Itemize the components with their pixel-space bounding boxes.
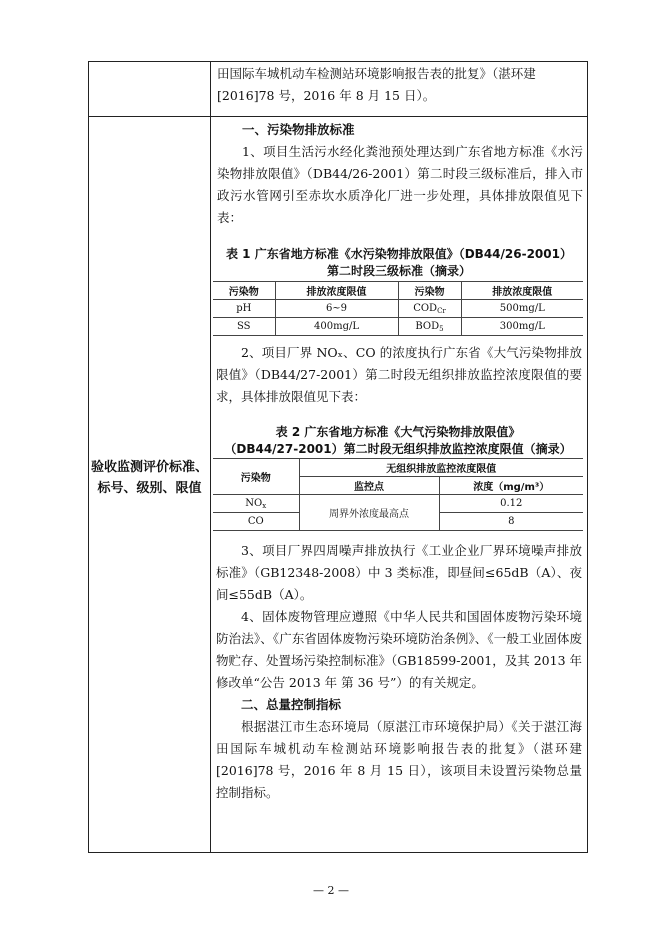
table-cell — [398, 300, 461, 318]
table-1-header-cell: 污染物 — [213, 282, 275, 300]
table-row — [213, 300, 583, 318]
table-2-header-cell: 污染物 — [213, 459, 299, 495]
section-2-heading: 二、总量控制指标 — [241, 697, 342, 712]
section-1-text-c — [216, 540, 582, 804]
table-cell: SS — [213, 318, 275, 336]
pollutant-name: BOD — [415, 320, 440, 332]
table-1 — [213, 281, 583, 336]
table-2-header-cell: 监控点 — [299, 477, 439, 495]
table-cell: 8 — [439, 513, 583, 531]
table-1-header-cell: 污染物 — [398, 282, 461, 300]
table-row — [213, 318, 583, 336]
row-label: 验收监测评价标准、标号、级别、限值 — [90, 460, 208, 496]
table-1-caption-line-1: 表 1 广东省地方标准《水污染物排放限值》（DB44/26-2001） — [226, 247, 572, 261]
section-1-text-b — [216, 342, 582, 408]
standard-item-2: 2、项目厂界 NOₓ、CO 的浓度执行广东省《大气污染物排放限值》（DB44/27-2001）第二时段无组织排放监控浓度限值的要求，具体排放限值见下表： — [216, 345, 582, 404]
section-1-text-a — [217, 119, 583, 229]
table-1-caption-line-2: 第二时段三级标准（摘录） — [326, 264, 471, 278]
pollutant-name: COD — [413, 302, 438, 314]
table-cell — [213, 495, 299, 513]
pollutant-subscript: Cr — [437, 306, 446, 315]
table-cell: 6~9 — [275, 300, 398, 318]
section-1-heading: 一、污染物排放标准 — [242, 122, 355, 137]
table-cell: 500mg/L — [461, 300, 583, 318]
standard-item-3: 3、项目厂界四周噪声排放执行《工业企业厂界环境噪声排放标准》（GB12348-2008）中 3 类标准，即昼间≤65dB（A）、夜间≤55dB（A）。 — [216, 543, 582, 602]
table-2-header-row — [213, 459, 583, 477]
table-cell: pH — [213, 300, 275, 318]
table-2-header-cell: 无组织排放监控浓度限值 — [299, 459, 583, 477]
table-1-header-cell: 排放浓度限值 — [461, 282, 583, 300]
column-divider — [210, 62, 211, 852]
row-divider — [89, 116, 587, 117]
table-1-header-row — [213, 282, 583, 300]
standard-item-4: 4、固体废物管理应遵照《中华人民共和国固体废物污染环境防治法》、《广东省固体废物污染环境防治条例》、《一般工业固体废物贮存、处置场污染控制标准》（GB18599-2001，及其 2013 年修改单“公告 2013 年 第 36 号”）的有关规定。 — [216, 609, 582, 690]
standard-item-1: 1、项目生活污水经化粪池预处理达到广东省地方标准《水污染物排放限值》（DB44/26-2001）第二时段三级标准后，排入市政污水管网引至赤坎水质净化厂进一步处理，具体排放限值见下表： — [217, 144, 583, 225]
table-cell: 0.12 — [439, 495, 583, 513]
table-cell: 周界外浓度最高点 — [299, 495, 439, 531]
table-2-caption — [213, 424, 583, 458]
page-number: — 2 — — [313, 884, 349, 897]
table-2-caption-line-2: （DB44/27-2001）第二时段无组织排放监控浓度限值（摘录） — [224, 442, 572, 456]
pollutant-name: NO — [245, 497, 263, 509]
table-cell: 300mg/L — [461, 318, 583, 336]
table-2-caption-line-1: 表 2 广东省地方标准《大气污染物排放限值》 — [275, 425, 521, 439]
table-1-header-cell: 排放浓度限值 — [275, 282, 398, 300]
section-2-text: 根据湛江市生态环境局（原湛江市环境保护局）《关于湛江海田国际车城机动车检测站环境影响报告表的批复》（湛环建[2016]78 号，2016 年 8 月 15 日），该项目未设置污染物总量控制指标。 — [216, 719, 582, 800]
table-cell: CO — [213, 513, 299, 531]
pollutant-subscript: x — [262, 501, 267, 510]
table-1-caption — [210, 246, 588, 280]
previous-row-line-1: 田国际车城机动车检测站环境影响报告表的批复》（湛环建 — [217, 66, 536, 81]
table-row — [213, 495, 583, 513]
table-2 — [213, 458, 583, 531]
table-cell: 400mg/L — [275, 318, 398, 336]
table-cell — [398, 318, 461, 336]
pollutant-subscript: 5 — [439, 324, 444, 333]
previous-row-line-2: [2016]78 号，2016 年 8 月 15 日）。 — [217, 88, 436, 103]
previous-row-text — [217, 63, 583, 107]
table-2-header-cell: 浓度（mg/m³） — [439, 477, 583, 495]
